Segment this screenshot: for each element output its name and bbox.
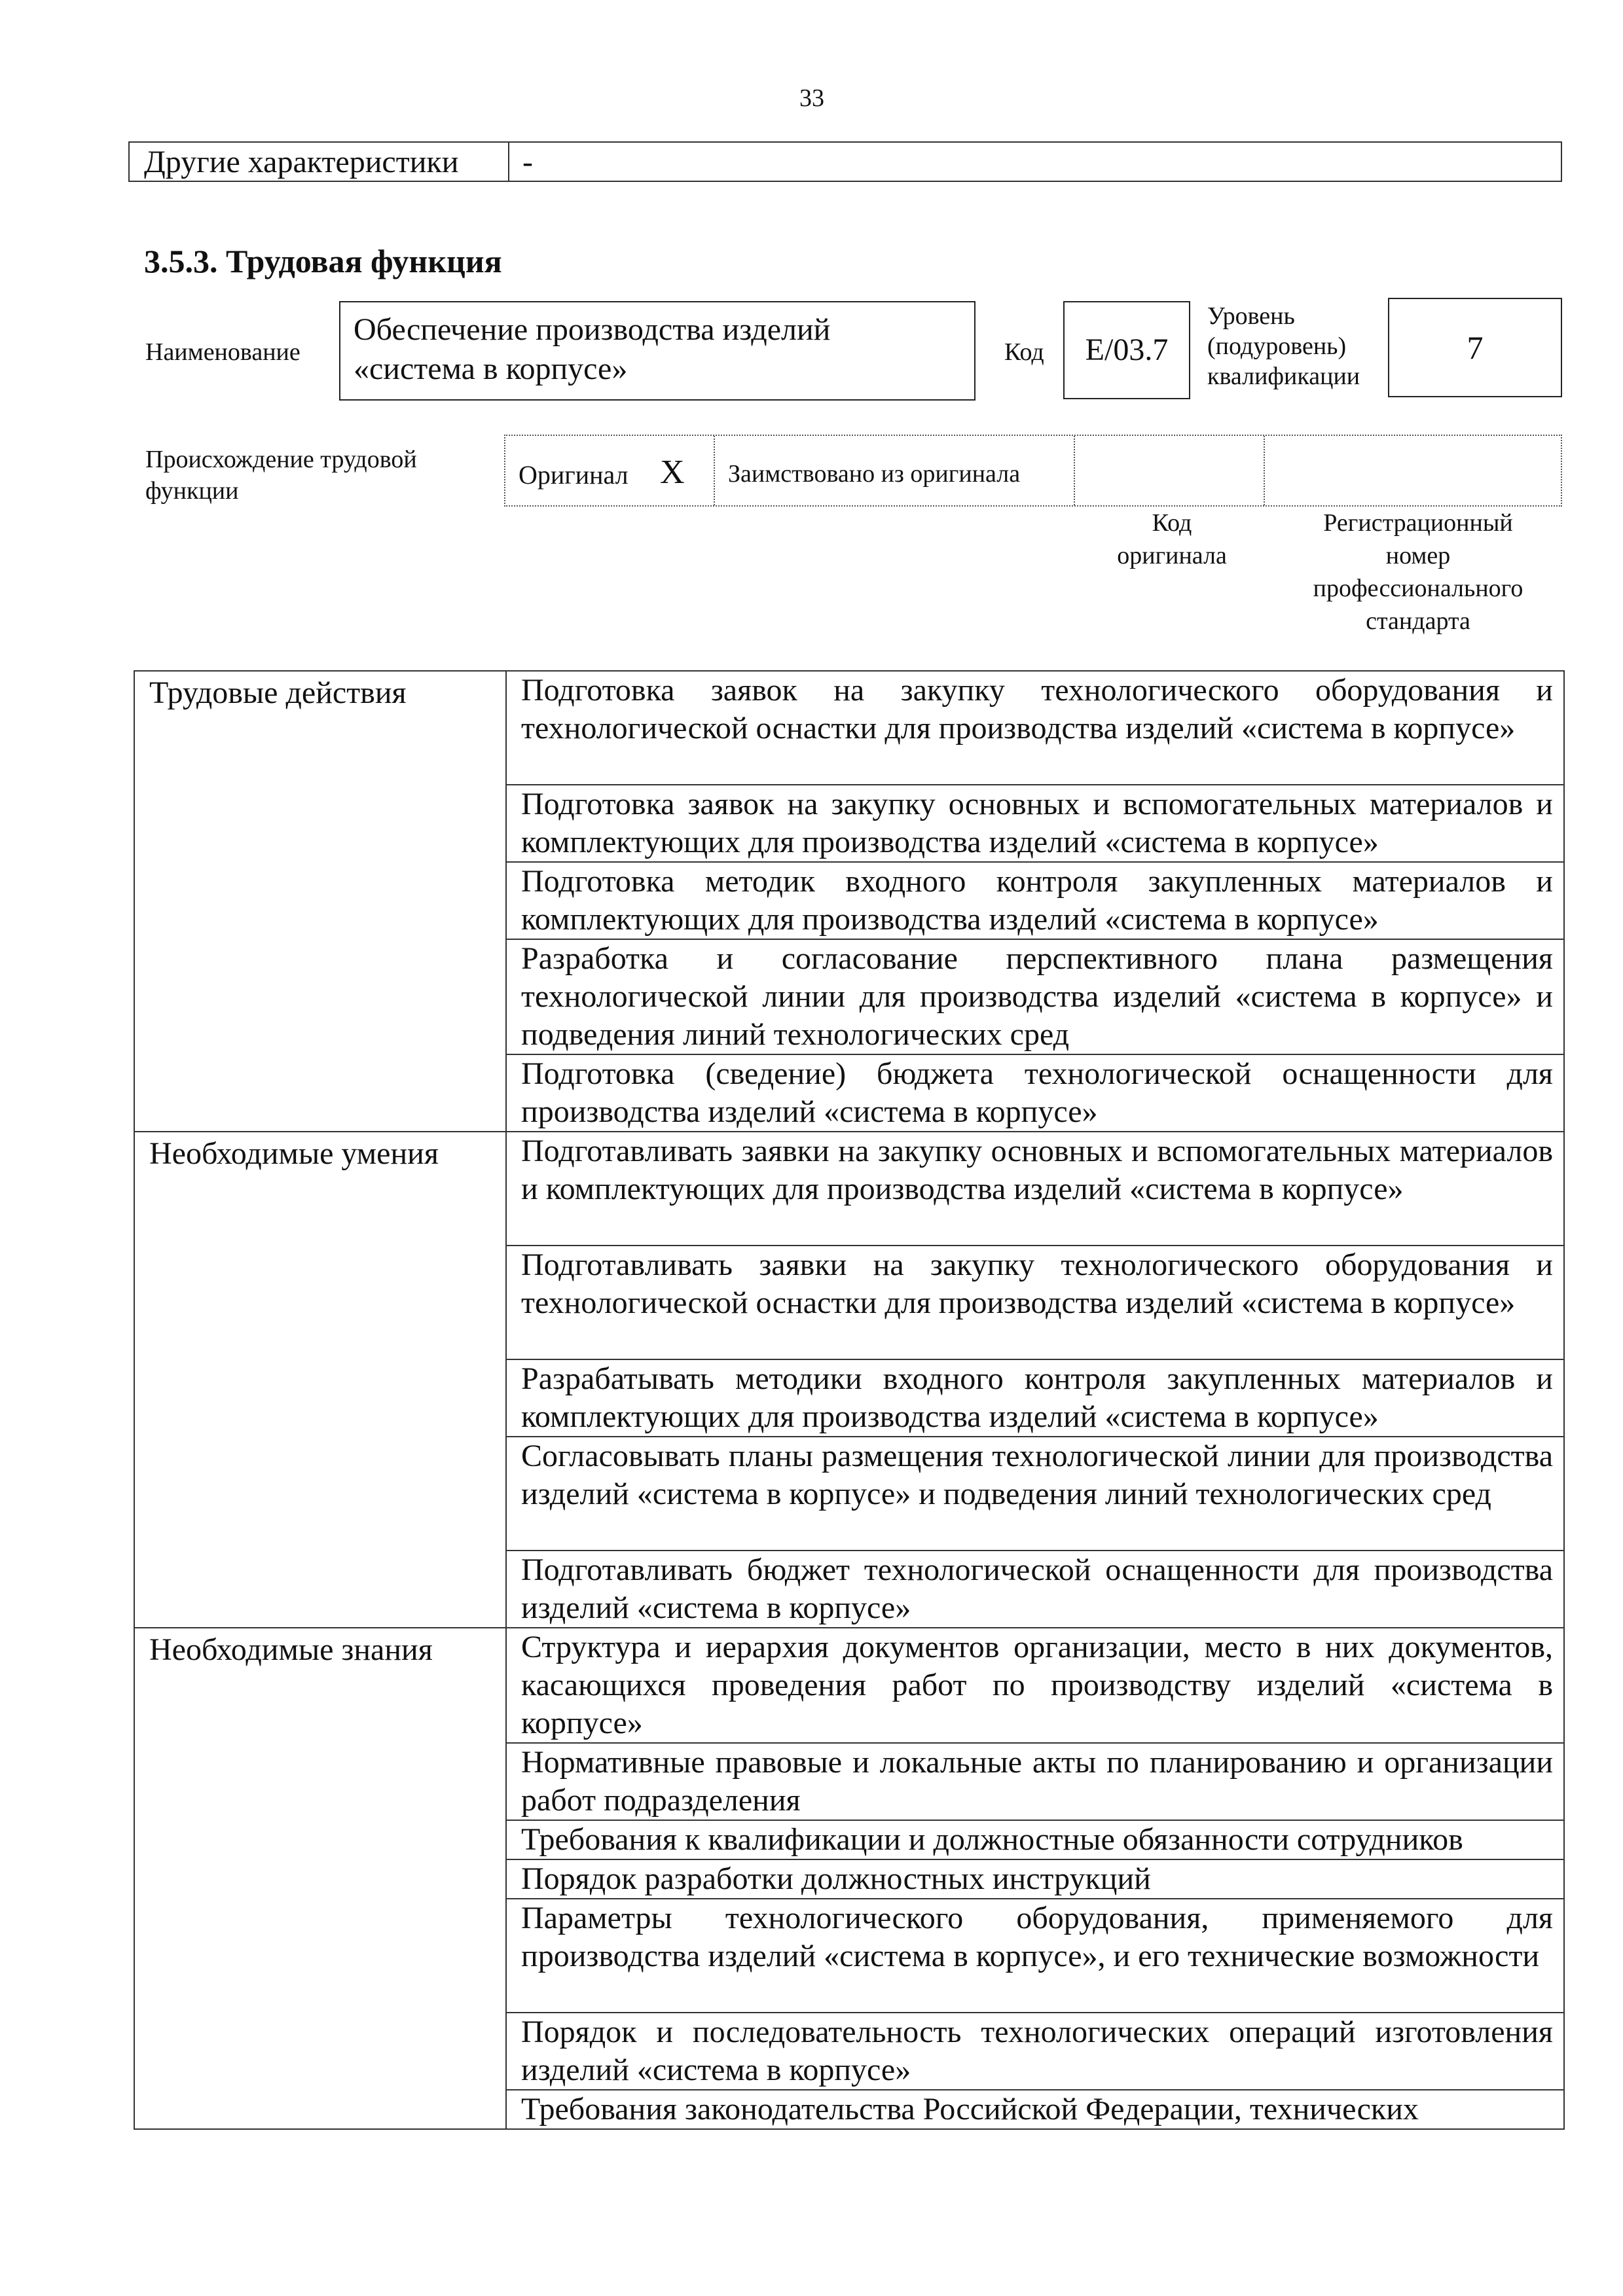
page-number: 33 bbox=[799, 84, 824, 112]
actions-item: Подготовка заявок на закупку основных и вспомогательных материалов и комплектующих для производства изделий «система в корпусе» bbox=[506, 785, 1564, 862]
skills-label: Необходимые умения bbox=[134, 1132, 506, 1628]
knowledge-item: Структура и иерархия документов организации, место в них документов, касающихся проведения работ по производству изделий «система в корпусе» bbox=[506, 1628, 1564, 1743]
knowledge-item: Требования к квалификации и должностные обязанности сотрудников bbox=[506, 1820, 1564, 1859]
code-original-caption bbox=[1074, 507, 1270, 572]
skills-item: Подготавливать бюджет технологической оснащенности для производства изделий «система в корпусе» bbox=[506, 1551, 1564, 1628]
skills-item: Подготавливать заявки на закупку технологического оборудования и технологической оснастки для производства изделий «система в корпусе» bbox=[506, 1246, 1564, 1359]
origin-label-line2: функции bbox=[145, 477, 239, 505]
registration-number-caption bbox=[1281, 507, 1556, 637]
code-label: Код bbox=[1004, 338, 1044, 366]
labor-function-table bbox=[134, 670, 1565, 2130]
table-row bbox=[134, 1628, 1564, 1743]
origin-reg-cell bbox=[1265, 436, 1561, 505]
table-row bbox=[134, 1132, 1564, 1246]
actions-item: Разработка и согласование перспективного плана размещения технологической линии для производства изделий «система в корпусе» и подведения линий технологических сред bbox=[506, 939, 1564, 1054]
origin-original-cell bbox=[505, 436, 715, 505]
knowledge-item: Порядок и последовательность технологических операций изготовления изделий «система в корпусе» bbox=[506, 2013, 1564, 2090]
level-label-line3: квалификации bbox=[1207, 363, 1360, 390]
level-label-line1: Уровень bbox=[1207, 302, 1295, 330]
origin-original-mark: X bbox=[660, 454, 685, 491]
other-characteristics-row bbox=[128, 141, 1562, 182]
skills-item: Разрабатывать методики входного контроля закупленных материалов и комплектующих для производства изделий «система в корпусе» bbox=[506, 1359, 1564, 1437]
origin-label-line1: Происхождение трудовой bbox=[145, 446, 417, 473]
knowledge-item: Нормативные правовые и локальные акты по планированию и организации работ подразделения bbox=[506, 1743, 1564, 1820]
level-value: 7 bbox=[1388, 298, 1562, 397]
skills-item: Подготавливать заявки на закупку основных и вспомогательных материалов и комплектующих для производства изделий «система в корпусе» bbox=[506, 1132, 1564, 1246]
actions-item: Подготовка (сведение) бюджета технологической оснащенности для производства изделий «система в корпусе» bbox=[506, 1054, 1564, 1132]
code-value: E/03.7 bbox=[1063, 301, 1190, 399]
other-characteristics-label: Другие характеристики bbox=[130, 143, 509, 181]
level-label-line2: (подуровень) bbox=[1207, 332, 1347, 360]
actions-label: Трудовые действия bbox=[134, 671, 506, 1132]
origin-borrowed-cell bbox=[715, 436, 1075, 505]
registration-line2: номер bbox=[1385, 542, 1451, 569]
knowledge-item: Требования законодательства Российской Федерации, технических bbox=[506, 2090, 1564, 2129]
actions-item: Подготовка заявок на закупку технологического оборудования и технологической оснастки для производства изделий «система в корпусе» bbox=[506, 671, 1564, 785]
name-label: Наименование bbox=[145, 338, 301, 366]
other-characteristics-value: - bbox=[522, 145, 533, 179]
code-original-line2: оригинала bbox=[1117, 542, 1227, 569]
table-row bbox=[134, 671, 1564, 785]
name-value-line2: «система в корпусе» bbox=[354, 351, 628, 386]
name-value-box bbox=[339, 301, 976, 401]
name-value-line1: Обеспечение производства изделий bbox=[354, 312, 831, 347]
code-original-line1: Код bbox=[1152, 509, 1192, 537]
registration-line4: стандарта bbox=[1366, 607, 1470, 635]
origin-label bbox=[145, 444, 417, 507]
level-label bbox=[1207, 301, 1360, 391]
registration-line1: Регистрационный bbox=[1323, 509, 1513, 537]
origin-borrowed-label: Заимствовано из оригинала bbox=[728, 460, 1021, 488]
section-title: 3.5.3. Трудовая функция bbox=[144, 243, 502, 279]
skills-item: Согласовывать планы размещения технологической линии для производства изделий «система в корпусе» и подведения линий технологических сред bbox=[506, 1437, 1564, 1551]
origin-row bbox=[504, 435, 1562, 507]
registration-line3: профессионального bbox=[1313, 575, 1523, 602]
knowledge-item: Порядок разработки должностных инструкций bbox=[506, 1859, 1564, 1899]
knowledge-item: Параметры технологического оборудования, применяемого для производства изделий «система в корпусе», и его технические возможности bbox=[506, 1899, 1564, 2013]
origin-code-cell bbox=[1075, 436, 1265, 505]
origin-original-label: Оригинал bbox=[519, 460, 629, 490]
knowledge-label: Необходимые знания bbox=[134, 1628, 506, 2129]
actions-item: Подготовка методик входного контроля закупленных материалов и комплектующих для производства изделий «система в корпусе» bbox=[506, 862, 1564, 939]
